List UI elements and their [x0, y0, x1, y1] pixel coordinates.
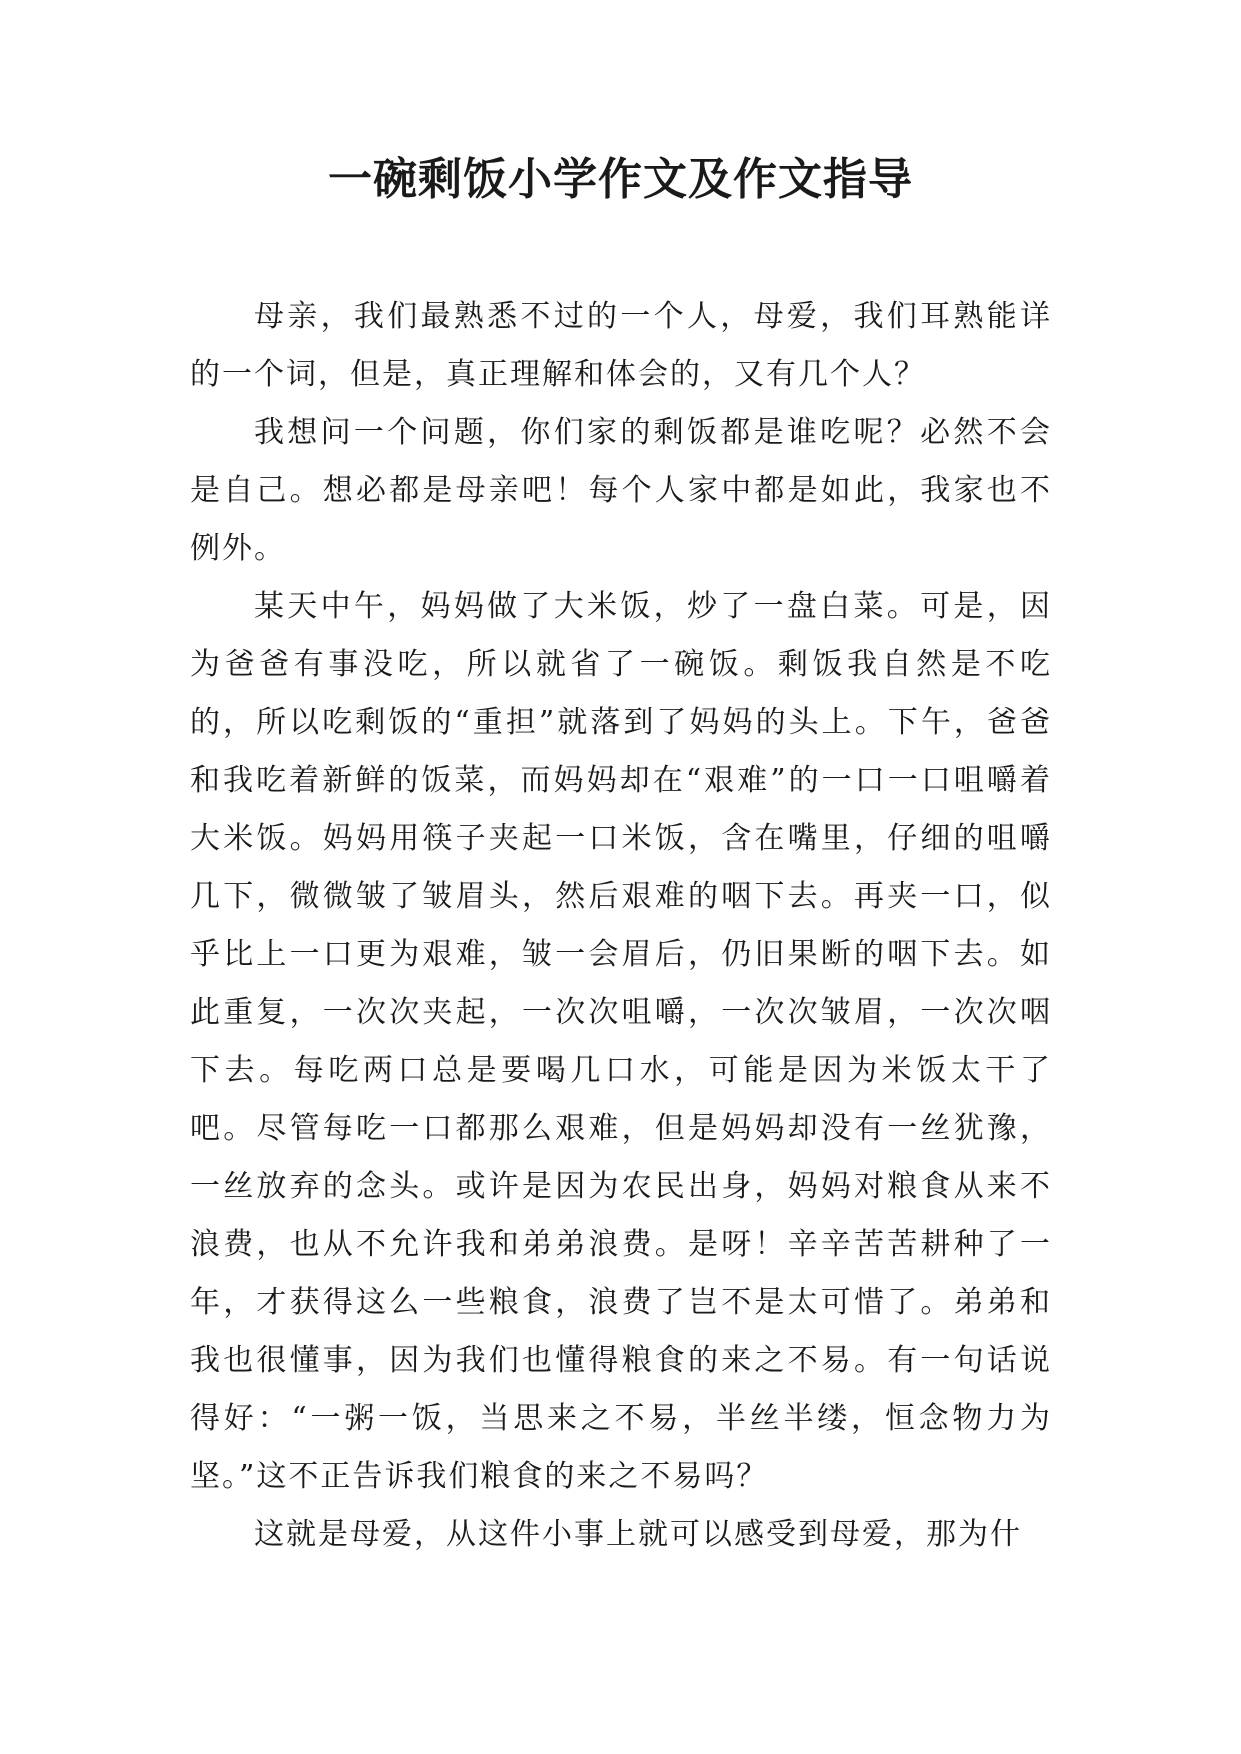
paragraph-2: 我想问一个问题，你们家的剩饭都是谁吃呢？必然不会是自己。想必都是母亲吧！每个人家中都是如此，我家也不例外。	[190, 415, 1052, 566]
paragraph-4: 这就是母爱，从这件小事上就可以感受到母爱，那为什	[254, 1517, 1022, 1552]
paragraph-1: 母亲，我们最熟悉不过的一个人，母爱，我们耳熟能详的一个词，但是，真正理解和体会的，又有几个人？	[190, 299, 1052, 392]
paragraph-3: 某天中午，妈妈做了大米饭，炒了一盘白菜。可是，因为爸爸有事没吃，所以就省了一碗饭。剩饭我自然是不吃的，所以吃剩饭的“重担”就落到了妈妈的头上。下午，爸爸和我吃着新鲜的饭菜，而妈妈却在“艰难”的一口一口咀嚼着大米饭。妈妈用筷子夹起一口米饭，含在嘴里，仔细的咀嚼几下，微微皱了皱眉头，然后艰难的咽下去。再夹一口，似乎比上一口更为艰难，皱一会眉后，仍旧果断的咽下去。如此重复，一次次夹起，一次次咀嚼，一次次皱眉，一次次咽下去。每吃两口总是要喝几口水，可能是因为米饭太干了吧。尽管每吃一口都那么艰难，但是妈妈却没有一丝犹豫，一丝放弃的念头。或许是因为农民出身，妈妈对粮食从来不浪费，也从不允许我和弟弟浪费。是呀！辛辛苦苦耕种了一年，才获得这么一些粮食，浪费了岂不是太可惜了。弟弟和我也很懂事，因为我们也懂得粮食的来之不易。有一句话说得好：“一粥一饭，当思来之不易，半丝半缕，恒念物力为坚。”这不正告诉我们粮食的来之不易吗？	[190, 589, 1052, 1494]
document-title: 一碗剩饭小学作文及作文指导	[328, 154, 913, 205]
document-body	[190, 288, 1052, 1564]
